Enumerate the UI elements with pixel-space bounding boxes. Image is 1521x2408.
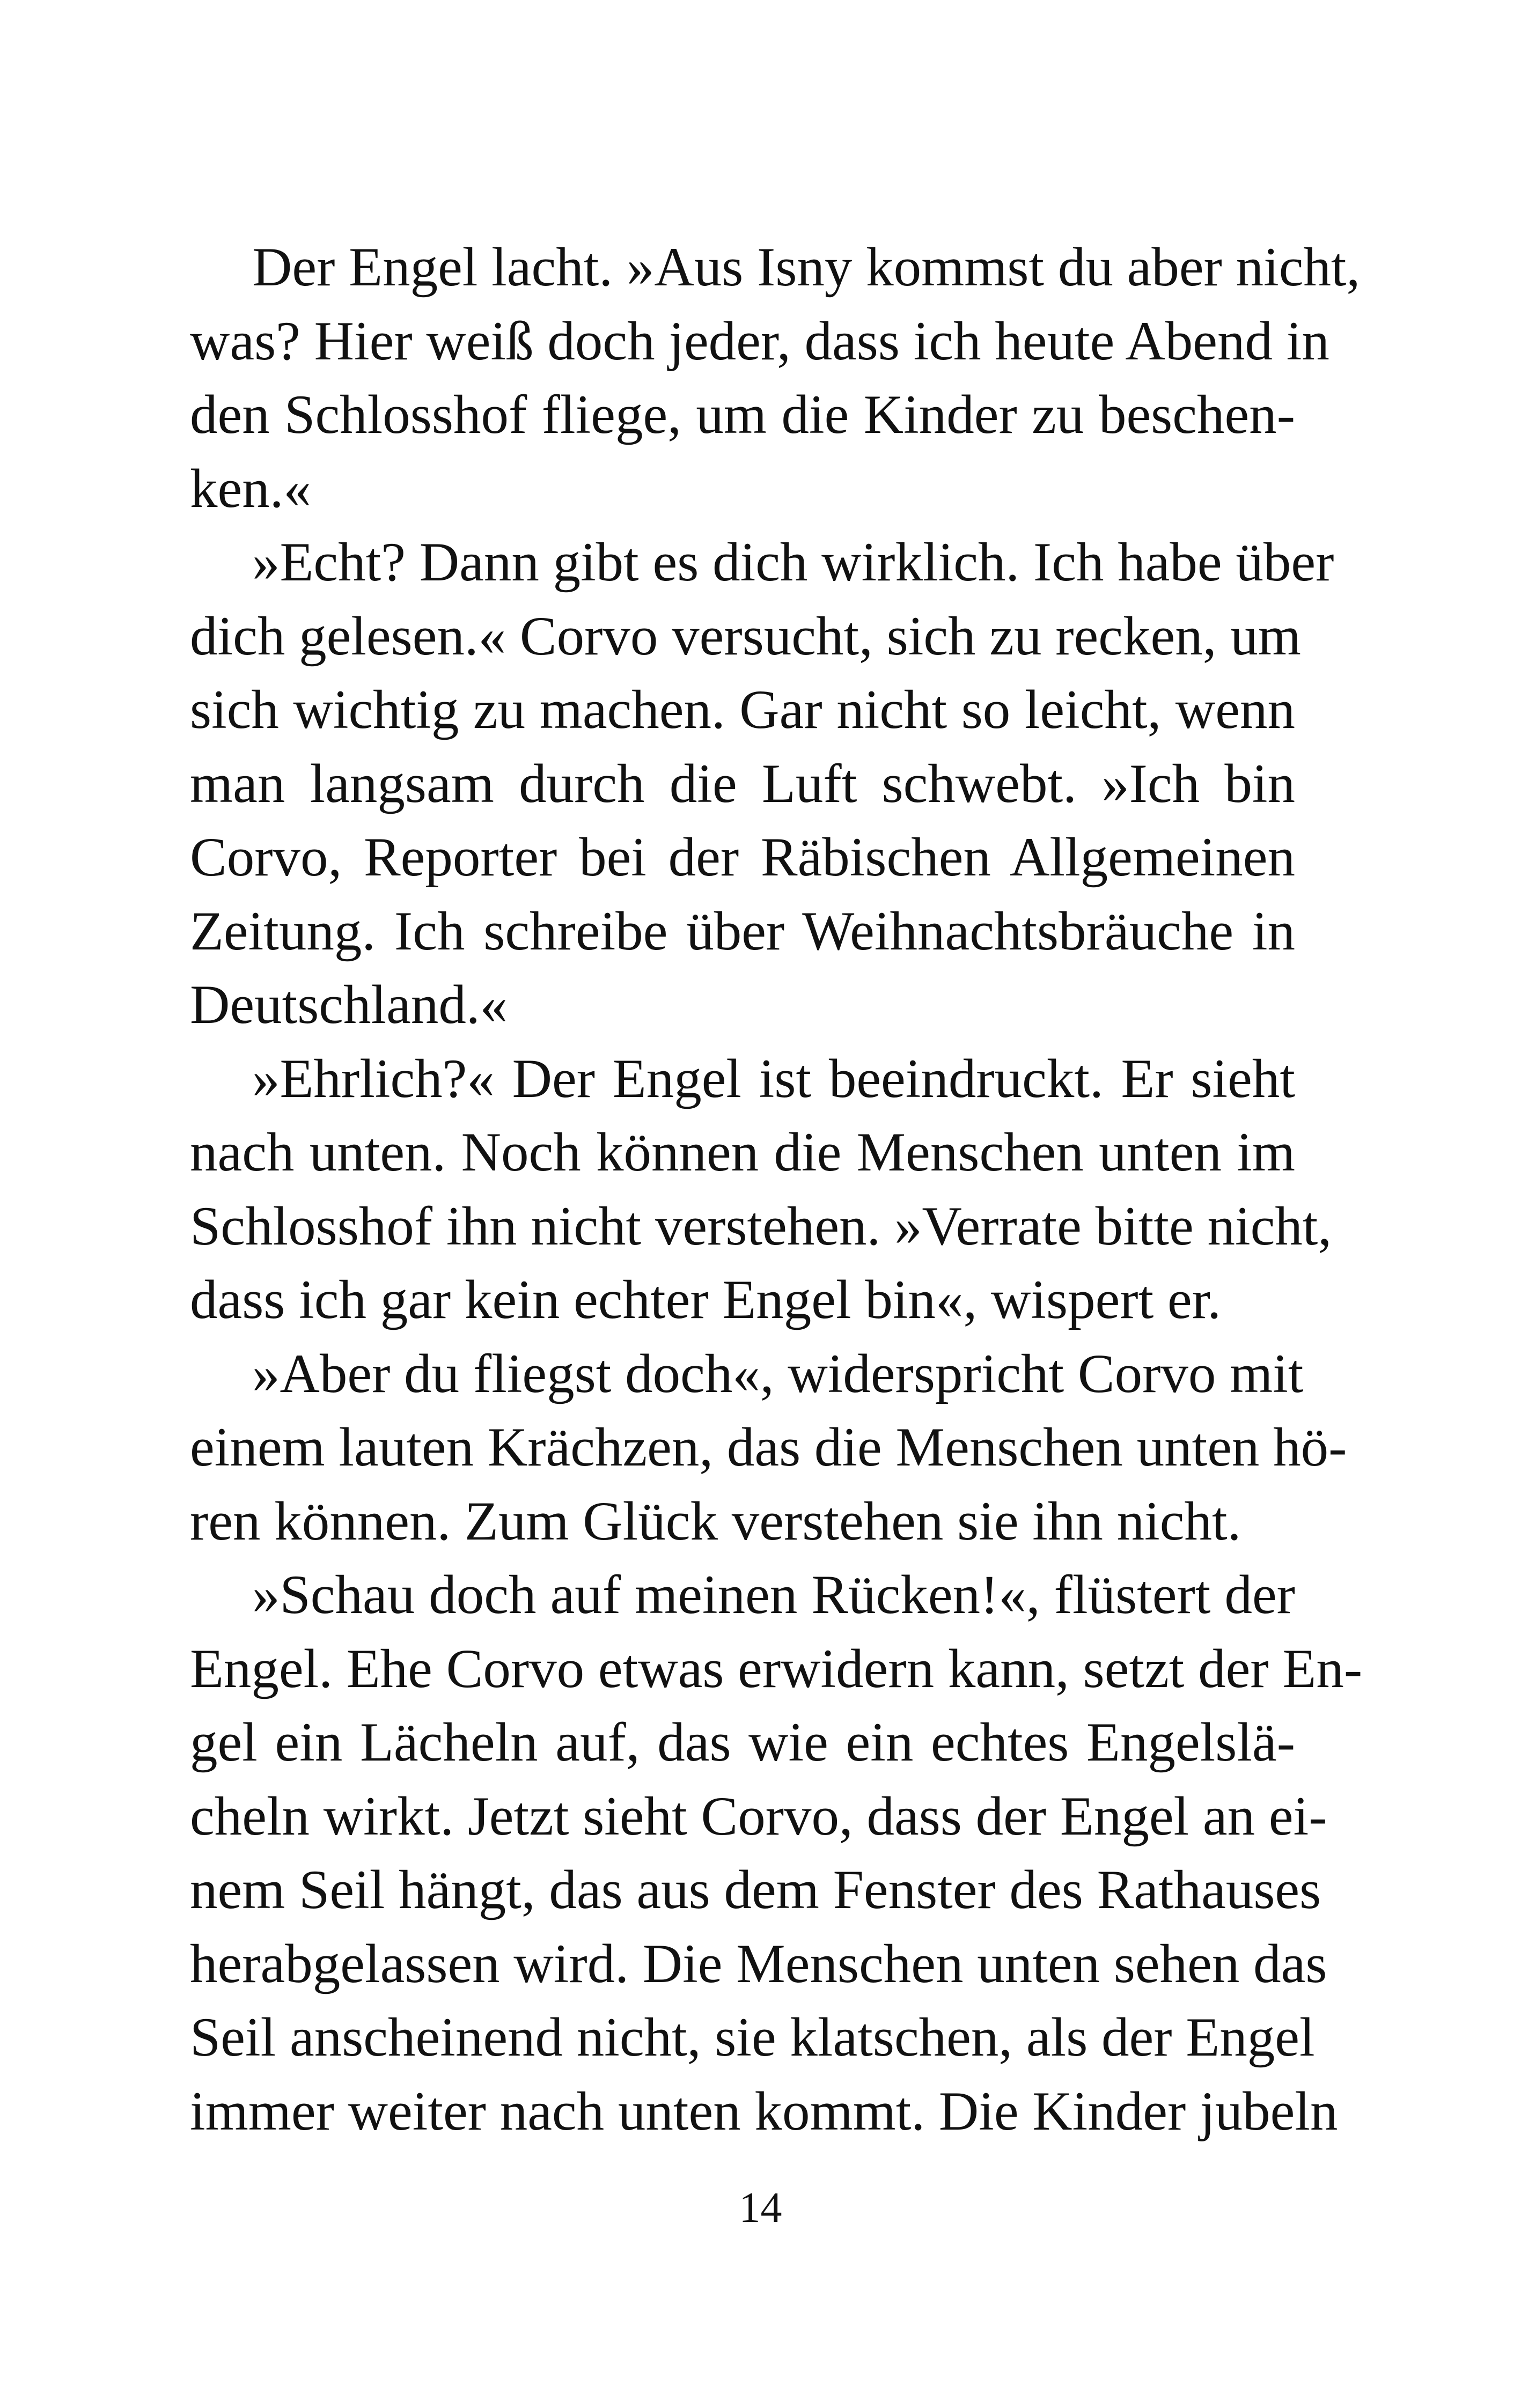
page-number: 14 [739,2184,782,2232]
text-line: Corvo, Reporter bei der Räbischen Allgemeinen [190,827,1295,888]
paragraph [190,1337,1347,1559]
text-line: sich wichtig zu machen. Gar nicht so leicht, wenn [190,679,1295,740]
text-line: gel ein Lächeln auf, das wie ein echtes Engelslä- [190,1712,1295,1773]
text-line: immer weiter nach unten kommt. Die Kinder jubeln [190,2080,1338,2142]
text-line: cheln wirkt. Jetzt sieht Corvo, dass der Engel an ei- [190,1785,1327,1847]
text-line: Zeitung. Ich schreibe über Weihnachtsbräuche in [190,900,1295,962]
paragraph [190,526,1334,1042]
text-line: »Ehrlich?« Der Engel ist beeindruckt. Er sieht [252,1048,1295,1109]
text-line: nach unten. Noch können die Menschen unten im [190,1122,1295,1183]
text-line: Seil anscheinend nicht, sie klatschen, als der Engel [190,2007,1315,2068]
paragraph [190,1558,1363,2148]
text-line: den Schlosshof fliege, um die Kinder zu beschen- [190,384,1295,445]
text-line: »Echt? Dann gibt es dich wirklich. Ich habe über [252,532,1334,593]
text-line: Deutschland.« [190,974,508,1035]
paragraph [190,231,1361,526]
text-line: Engel. Ehe Corvo etwas erwidern kann, setzt der En- [190,1638,1363,1699]
text-line: »Aber du fliegst doch«, widerspricht Corvo mit [252,1343,1304,1404]
text-line: was? Hier weiß doch jeder, dass ich heute Abend in [190,310,1329,372]
text-line: Schlosshof ihn nicht verstehen. »Verrate bitte nicht, [190,1195,1332,1257]
text-line: dass ich gar kein echter Engel bin«, wispert er. [190,1269,1222,1330]
text-line: Der Engel lacht. »Aus Isny kommst du aber nicht, [252,237,1361,298]
text-line: dich gelesen.« Corvo versucht, sich zu recken, um [190,605,1301,667]
text-line: einem lauten Krächzen, das die Menschen unten hö- [190,1417,1347,1478]
text-line: »Schau doch auf meinen Rücken!«, flüstert der [252,1564,1295,1625]
text-line: ken.« [190,458,311,519]
paragraph [190,1042,1332,1337]
text-line: man langsam durch die Luft schwebt. »Ich bin [190,753,1295,814]
body-text [190,231,1363,2148]
text-line: nem Seil hängt, das aus dem Fenster des Rathauses [190,1859,1321,1920]
text-line: herabgelassen wird. Die Menschen unten sehen das [190,1933,1327,1994]
text-line: ren können. Zum Glück verstehen sie ihn nicht. [190,1490,1241,1552]
